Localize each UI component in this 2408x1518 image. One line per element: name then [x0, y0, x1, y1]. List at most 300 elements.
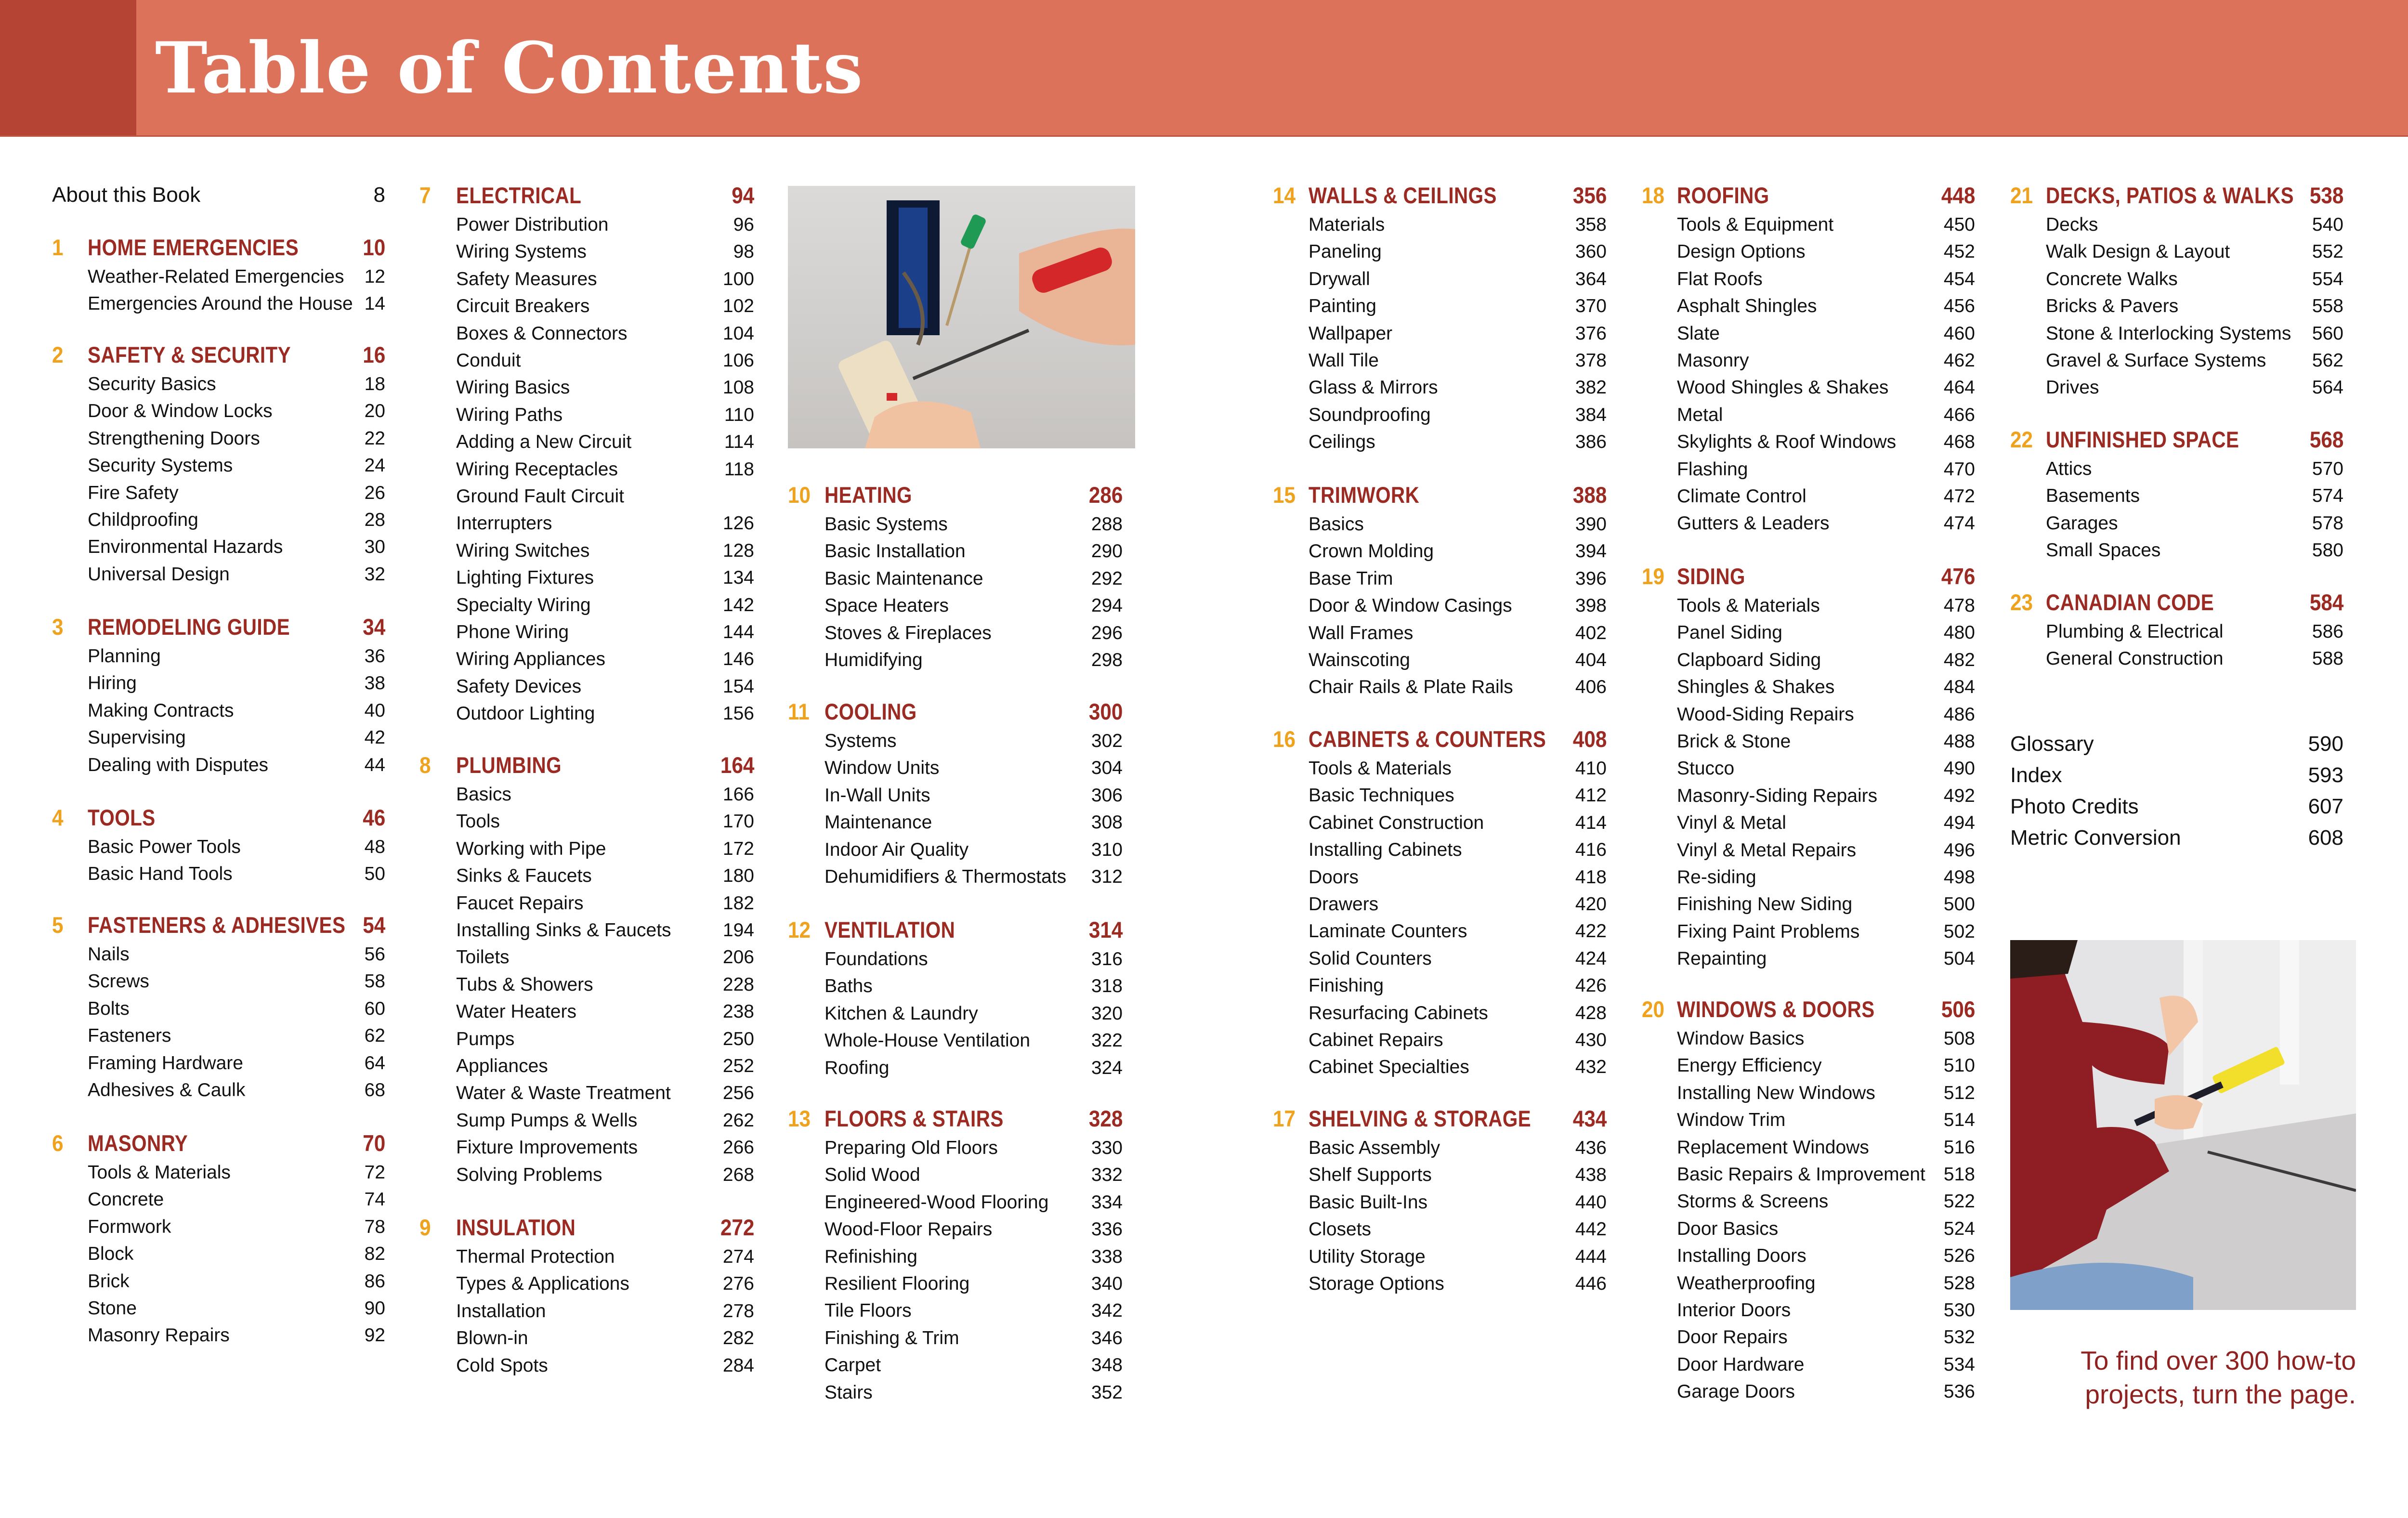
toc-entry[interactable]: [456, 700, 754, 727]
toc-entry[interactable]: [456, 320, 754, 347]
toc-entry[interactable]: [2046, 238, 2343, 265]
toc-entry[interactable]: [1677, 1025, 1975, 1052]
chapter-heading[interactable]: [2010, 182, 2343, 209]
entry-label: Dealing with Disputes: [88, 754, 269, 775]
toc-entry[interactable]: [1677, 293, 1975, 320]
toc-entry[interactable]: [1677, 728, 1975, 755]
chapter-heading[interactable]: [788, 698, 1123, 725]
toc-entry[interactable]: [456, 619, 754, 646]
entry-label: Toilets: [456, 947, 510, 968]
tagline-line-2: projects, turn the page.: [2085, 1379, 2356, 1409]
toc-entry[interactable]: [824, 1055, 1123, 1082]
toc-entry[interactable]: [1309, 1000, 1607, 1027]
entry-page-number: 348: [1091, 1355, 1123, 1376]
toc-entry[interactable]: [1309, 1189, 1607, 1216]
toc-entry[interactable]: [824, 538, 1123, 565]
toc-entry[interactable]: [1309, 293, 1607, 320]
entry-label: Nails: [88, 944, 130, 965]
toc-entry[interactable]: [1677, 592, 1975, 619]
toc-entry[interactable]: [2046, 618, 2343, 645]
toc-entry[interactable]: [456, 266, 754, 293]
entry-label: Planning: [88, 646, 161, 667]
entry-label: Drives: [2046, 377, 2099, 398]
toc-entry[interactable]: [1309, 782, 1607, 809]
toc-entry[interactable]: [1677, 783, 1975, 810]
toc-entry-back-matter[interactable]: [2010, 731, 2343, 758]
toc-entry[interactable]: [1309, 918, 1607, 945]
entry-label: Tools & Equipment: [1677, 214, 1834, 235]
toc-entry[interactable]: [456, 646, 754, 673]
toc-entry[interactable]: [1677, 320, 1975, 347]
toc-entry[interactable]: [88, 1241, 385, 1268]
toc-entry[interactable]: [88, 507, 385, 534]
chapter-heading[interactable]: [2010, 589, 2343, 615]
toc-entry[interactable]: [824, 755, 1123, 782]
entry-page-number: 402: [1575, 622, 1607, 643]
entry-page-number: 404: [1575, 650, 1607, 670]
toc-entry[interactable]: [88, 1050, 385, 1077]
entry-label: Solving Problems: [456, 1164, 602, 1185]
toc-entry[interactable]: [1677, 238, 1975, 265]
entry-label: Wood-Siding Repairs: [1677, 704, 1854, 725]
entry-label: Power Distribution: [456, 214, 609, 235]
entry-page-number: 250: [722, 1028, 754, 1049]
toc-entry-back-matter[interactable]: [2010, 793, 2343, 820]
toc-entry-back-matter[interactable]: [2010, 762, 2343, 789]
entry-label: Shingles & Shakes: [1677, 677, 1835, 698]
toc-entry[interactable]: [88, 861, 385, 888]
toc-entry[interactable]: [1677, 347, 1975, 374]
entry-label: Security Systems: [88, 455, 233, 476]
toc-entry[interactable]: [88, 1077, 385, 1104]
toc-entry[interactable]: [1309, 755, 1607, 782]
toc-entry[interactable]: [1677, 647, 1975, 674]
toc-entry[interactable]: [2046, 347, 2343, 374]
toc-entry[interactable]: [824, 946, 1123, 973]
entry-label: Basics: [456, 784, 511, 805]
chapter-title: COOLING: [824, 698, 917, 724]
toc-entry[interactable]: [456, 510, 754, 537]
entry-label: Door & Window Locks: [88, 401, 273, 422]
toc-entry[interactable]: [456, 863, 754, 890]
toc-entry[interactable]: [1677, 374, 1975, 401]
toc-entry[interactable]: [1309, 538, 1607, 565]
toc-entry[interactable]: [1677, 1107, 1975, 1134]
toc-entry[interactable]: [1309, 674, 1607, 701]
toc-entry[interactable]: [456, 1162, 754, 1189]
toc-entry[interactable]: [1309, 891, 1607, 918]
toc-entry[interactable]: [88, 290, 385, 317]
chapter-heading[interactable]: [419, 182, 754, 209]
entry-label: Basements: [2046, 485, 2140, 507]
toc-entry[interactable]: [456, 1352, 754, 1379]
entry-label: Basic Techniques: [1309, 785, 1454, 806]
toc-entry[interactable]: [1677, 810, 1975, 837]
toc-entry[interactable]: [456, 1325, 754, 1352]
chapter-title: PLUMBING: [456, 752, 562, 778]
toc-entry[interactable]: [2046, 374, 2343, 401]
entry-page-number: 156: [722, 703, 754, 724]
entry-page-number: 268: [722, 1164, 754, 1185]
toc-entry[interactable]: [1677, 1216, 1975, 1243]
chapter-heading[interactable]: [788, 1105, 1123, 1132]
entry-page-number: 482: [1943, 649, 1975, 670]
toc-entry[interactable]: [456, 781, 754, 808]
entry-label: Energy Efficiency: [1677, 1055, 1822, 1076]
chapter-page-number: 70: [362, 1130, 385, 1156]
toc-entry[interactable]: [88, 724, 385, 751]
toc-entry[interactable]: [456, 836, 754, 863]
toc-entry[interactable]: [88, 425, 385, 452]
toc-entry[interactable]: [88, 534, 385, 561]
toc-entry[interactable]: [1677, 1134, 1975, 1161]
toc-entry[interactable]: [824, 511, 1123, 538]
chapter-heading[interactable]: [52, 341, 385, 368]
toc-entry[interactable]: [456, 429, 754, 456]
toc-entry[interactable]: [1677, 456, 1975, 483]
toc-entry[interactable]: [824, 1297, 1123, 1324]
entry-page-number: 30: [364, 537, 385, 558]
toc-entry[interactable]: [1677, 1080, 1975, 1107]
chapter-title: CANADIAN CODE: [2046, 589, 2214, 615]
toc-entry[interactable]: [824, 1216, 1123, 1243]
toc-entry[interactable]: [1309, 592, 1607, 619]
chapter-page-number: 54: [362, 912, 385, 938]
entry-label: Kitchen & Laundry: [824, 1003, 978, 1024]
toc-entry[interactable]: [456, 211, 754, 238]
entry-label: Ceilings: [1309, 432, 1375, 453]
chapter-heading[interactable]: [788, 916, 1123, 943]
toc-entry[interactable]: [1677, 1297, 1975, 1324]
toc-entry[interactable]: [88, 480, 385, 507]
toc-entry[interactable]: [456, 890, 754, 917]
toc-entry[interactable]: [1309, 1162, 1607, 1189]
toc-entry[interactable]: [1309, 1027, 1607, 1054]
toc-entry[interactable]: [1677, 266, 1975, 293]
entry-page-number: 570: [2312, 458, 2343, 479]
toc-entry[interactable]: [88, 1295, 385, 1322]
entry-page-number: 510: [1943, 1055, 1975, 1076]
entry-label: Tubs & Showers: [456, 974, 593, 995]
toc-entry[interactable]: [456, 1053, 754, 1080]
entry-page-number: 42: [364, 727, 385, 748]
toc-entry[interactable]: [1309, 1270, 1607, 1297]
toc-entry[interactable]: [88, 670, 385, 697]
toc-entry[interactable]: [456, 402, 754, 429]
toc-entry[interactable]: [1677, 1188, 1975, 1215]
toc-entry[interactable]: [824, 1325, 1123, 1352]
chapter-title: INSULATION: [456, 1214, 576, 1240]
chapter-heading[interactable]: [788, 481, 1123, 508]
entry-page-number: 44: [364, 754, 385, 775]
toc-entry[interactable]: [456, 1080, 754, 1107]
header-accent-band: [0, 0, 136, 135]
chapter-title: ELECTRICAL: [456, 182, 582, 208]
entry-label: Masonry: [1677, 350, 1749, 371]
toc-entry[interactable]: [1309, 1135, 1607, 1162]
entry-page-number: 172: [722, 838, 754, 859]
toc-entry[interactable]: [1309, 864, 1607, 891]
entry-page-number: 278: [722, 1300, 754, 1322]
chapter-page-number: 16: [362, 341, 385, 367]
toc-entry[interactable]: [456, 238, 754, 265]
chapter-heading[interactable]: [52, 1129, 385, 1156]
entry-page-number: 430: [1575, 1030, 1607, 1050]
toc-entry[interactable]: [1309, 402, 1607, 429]
entry-page-number: 336: [1091, 1219, 1123, 1240]
chapter-heading[interactable]: [1273, 725, 1607, 752]
toc-entry[interactable]: [824, 1270, 1123, 1297]
toc-entry[interactable]: [2046, 537, 2343, 564]
toc-entry[interactable]: [1677, 891, 1975, 918]
toc-entry[interactable]: [824, 1243, 1123, 1270]
toc-entry[interactable]: [1677, 1243, 1975, 1269]
toc-entry[interactable]: [88, 752, 385, 779]
toc-entry[interactable]: [824, 1027, 1123, 1054]
toc-entry[interactable]: [456, 1107, 754, 1134]
toc-entry[interactable]: [1309, 1216, 1607, 1243]
toc-entry[interactable]: [1309, 565, 1607, 592]
chapter-number: 5: [52, 912, 64, 938]
entry-page-number: 154: [722, 676, 754, 697]
toc-entry[interactable]: [1677, 701, 1975, 728]
toc-entry[interactable]: [824, 973, 1123, 1000]
chapter-heading[interactable]: [1273, 182, 1607, 209]
toc-entry[interactable]: [2046, 645, 2343, 672]
entry-page-number: 68: [364, 1080, 385, 1100]
toc-entry[interactable]: [1309, 347, 1607, 374]
chapter-title: SHELVING & STORAGE: [1309, 1105, 1531, 1131]
door-weatherproofing-photo: [2010, 940, 2356, 1310]
toc-entry-back-matter[interactable]: [2010, 824, 2343, 851]
toc-entry[interactable]: [824, 1189, 1123, 1216]
toc-entry[interactable]: [1309, 320, 1607, 347]
toc-entry[interactable]: [456, 1243, 754, 1270]
chapter-heading[interactable]: [1273, 1105, 1607, 1132]
entry-page-number: 128: [722, 540, 754, 561]
toc-entry[interactable]: [2046, 510, 2343, 537]
chapter-heading[interactable]: [52, 911, 385, 938]
toc-entry[interactable]: [1309, 266, 1607, 293]
toc-entry[interactable]: [456, 537, 754, 564]
toc-entry[interactable]: [824, 864, 1123, 890]
toc-entry[interactable]: [1309, 810, 1607, 837]
toc-entry[interactable]: [824, 782, 1123, 809]
chapter-page-number: 434: [1572, 1105, 1607, 1131]
toc-entry[interactable]: [456, 564, 754, 591]
toc-entry[interactable]: [1677, 402, 1975, 429]
entry-label: Wood Shingles & Shakes: [1677, 377, 1889, 398]
toc-entry[interactable]: [824, 647, 1123, 674]
toc-entry[interactable]: [1677, 945, 1975, 972]
chapter-heading[interactable]: [52, 613, 385, 640]
toc-entry[interactable]: [456, 808, 754, 835]
entry-label: Emergencies Around the House: [88, 293, 353, 314]
toc-entry[interactable]: [88, 968, 385, 995]
toc-entry[interactable]: [456, 673, 754, 700]
chapter-heading[interactable]: [52, 234, 385, 261]
toc-entry[interactable]: [88, 643, 385, 670]
chapter-heading[interactable]: [2010, 426, 2343, 453]
toc-entry[interactable]: [88, 371, 385, 398]
toc-entry[interactable]: [1677, 510, 1975, 537]
chapter-page-number: 286: [1088, 482, 1123, 508]
chapter-heading[interactable]: [1642, 563, 1975, 589]
entry-label: Clapboard Siding: [1677, 649, 1821, 670]
toc-entry[interactable]: [88, 1322, 385, 1349]
toc-entry[interactable]: [456, 592, 754, 619]
toc-entry[interactable]: [1309, 945, 1607, 972]
chapter-title: ROOFING: [1677, 182, 1769, 208]
toc-entry[interactable]: [456, 1134, 754, 1161]
chapter-number: 12: [788, 916, 811, 942]
toc-entry[interactable]: [88, 1022, 385, 1049]
toc-entry[interactable]: [1309, 1243, 1607, 1270]
entry-page-number: 358: [1575, 214, 1607, 235]
toc-entry[interactable]: [456, 456, 754, 483]
chapter-heading[interactable]: [419, 751, 754, 778]
toc-entry[interactable]: [1309, 374, 1607, 401]
entry-label: Security Basics: [88, 374, 216, 394]
entry-page-number: 114: [724, 432, 754, 453]
toc-entry[interactable]: [824, 1352, 1123, 1379]
chapter-title: HEATING: [824, 482, 912, 508]
toc-entry[interactable]: [824, 728, 1123, 755]
entry-label: Tools & Materials: [1309, 758, 1452, 779]
chapter-number: 3: [52, 614, 64, 640]
toc-entry[interactable]: [1677, 1052, 1975, 1079]
toc-entry[interactable]: [456, 293, 754, 320]
toc-entry[interactable]: [1309, 1054, 1607, 1081]
toc-entry[interactable]: [824, 620, 1123, 647]
toc-entry[interactable]: [1309, 620, 1607, 647]
toc-entry[interactable]: [1677, 674, 1975, 701]
toc-entry[interactable]: [2046, 456, 2343, 483]
toc-entry[interactable]: [2046, 483, 2343, 510]
toc-entry[interactable]: [2046, 211, 2343, 238]
entry-page-number: 324: [1091, 1057, 1123, 1078]
toc-entry[interactable]: [1677, 864, 1975, 891]
toc-entry[interactable]: [824, 1162, 1123, 1189]
entry-page-number: 38: [364, 673, 385, 694]
entry-page-number: 18: [364, 374, 385, 394]
toc-entry[interactable]: [2046, 320, 2343, 347]
toc-entry[interactable]: [88, 452, 385, 479]
toc-entry[interactable]: [1309, 972, 1607, 999]
toc-entry[interactable]: [824, 565, 1123, 592]
toc-entry[interactable]: [1677, 837, 1975, 864]
toc-entry[interactable]: [456, 917, 754, 944]
toc-entry[interactable]: [456, 971, 754, 998]
toc-entry[interactable]: [88, 941, 385, 968]
entry-page-number: 526: [1943, 1245, 1975, 1267]
entry-label: Specialty Wiring: [456, 594, 591, 615]
toc-entry[interactable]: [1677, 1324, 1975, 1351]
toc-entry[interactable]: [88, 995, 385, 1022]
toc-entry[interactable]: [824, 1135, 1123, 1162]
toc-entry[interactable]: [1677, 1351, 1975, 1378]
toc-entry[interactable]: [456, 483, 754, 510]
toc-entry[interactable]: [88, 398, 385, 425]
toc-entry[interactable]: [456, 944, 754, 971]
toc-entry[interactable]: [88, 1186, 385, 1213]
entry-page-number: 588: [2312, 648, 2343, 669]
entry-label: Brick & Stone: [1677, 731, 1791, 752]
chapter-heading[interactable]: [1273, 481, 1607, 508]
toc-entry[interactable]: [1677, 211, 1975, 238]
toc-entry[interactable]: [88, 561, 385, 588]
toc-entry[interactable]: [456, 998, 754, 1025]
toc-entry[interactable]: [88, 834, 385, 861]
toc-entry[interactable]: [824, 592, 1123, 619]
toc-entry[interactable]: [456, 1270, 754, 1297]
toc-entry[interactable]: [824, 837, 1123, 864]
chapter-heading[interactable]: [52, 804, 385, 831]
entry-label: Sinks & Faucets: [456, 865, 592, 887]
toc-entry[interactable]: [456, 374, 754, 401]
toc-entry[interactable]: [1677, 483, 1975, 510]
toc-entry[interactable]: [1309, 511, 1607, 538]
toc-entry[interactable]: [88, 1268, 385, 1295]
entry-label: Installing New Windows: [1677, 1082, 1875, 1103]
entry-label: Crown Molding: [1309, 541, 1434, 562]
toc-entry[interactable]: [456, 1298, 754, 1325]
toc-entry[interactable]: [1309, 238, 1607, 265]
entry-page-number: 532: [1943, 1327, 1975, 1348]
chapter-heading[interactable]: [1642, 995, 1975, 1022]
entry-label: Slate: [1677, 323, 1720, 344]
toc-entry[interactable]: [1677, 1161, 1975, 1188]
entry-page-number: 182: [722, 892, 754, 914]
toc-entry[interactable]: [2046, 266, 2343, 293]
entry-page-number: 294: [1091, 595, 1123, 616]
entry-page-number: 496: [1943, 839, 1975, 861]
toc-entry[interactable]: [824, 1379, 1123, 1406]
toc-entry[interactable]: [88, 1214, 385, 1241]
toc-entry[interactable]: [1677, 755, 1975, 782]
toc-entry[interactable]: [456, 347, 754, 374]
entry-label: Gutters & Leaders: [1677, 513, 1830, 534]
toc-entry[interactable]: [1677, 619, 1975, 646]
entry-label: Block: [88, 1243, 134, 1265]
toc-entry[interactable]: [88, 697, 385, 724]
chapter-number: 6: [52, 1130, 64, 1156]
toc-entry[interactable]: [2046, 293, 2343, 320]
chapter-heading[interactable]: [1642, 182, 1975, 209]
toc-entry[interactable]: [1677, 1270, 1975, 1297]
toc-entry[interactable]: [88, 1159, 385, 1186]
toc-entry[interactable]: [1677, 1378, 1975, 1405]
entry-page-number: 134: [722, 567, 754, 589]
toc-entry[interactable]: [456, 1026, 754, 1053]
entry-page-number: 50: [364, 864, 385, 885]
toc-entry[interactable]: [1309, 647, 1607, 674]
entry-page-number: 346: [1091, 1327, 1123, 1348]
toc-entry[interactable]: [1309, 211, 1607, 238]
entry-page-number: 530: [1943, 1300, 1975, 1321]
entry-label: Resilient Flooring: [824, 1273, 970, 1294]
toc-entry[interactable]: [824, 1000, 1123, 1027]
toc-entry[interactable]: [1309, 837, 1607, 864]
toc-entry[interactable]: [1677, 918, 1975, 945]
toc-entry[interactable]: [824, 809, 1123, 836]
toc-entry[interactable]: [1677, 429, 1975, 456]
chapter-heading[interactable]: [419, 1214, 754, 1241]
toc-entry[interactable]: [1309, 429, 1607, 456]
toc-entry[interactable]: [88, 263, 385, 290]
entry-label: Lighting Fixtures: [456, 567, 594, 589]
toc-entry-about-this-book[interactable]: [52, 182, 385, 209]
